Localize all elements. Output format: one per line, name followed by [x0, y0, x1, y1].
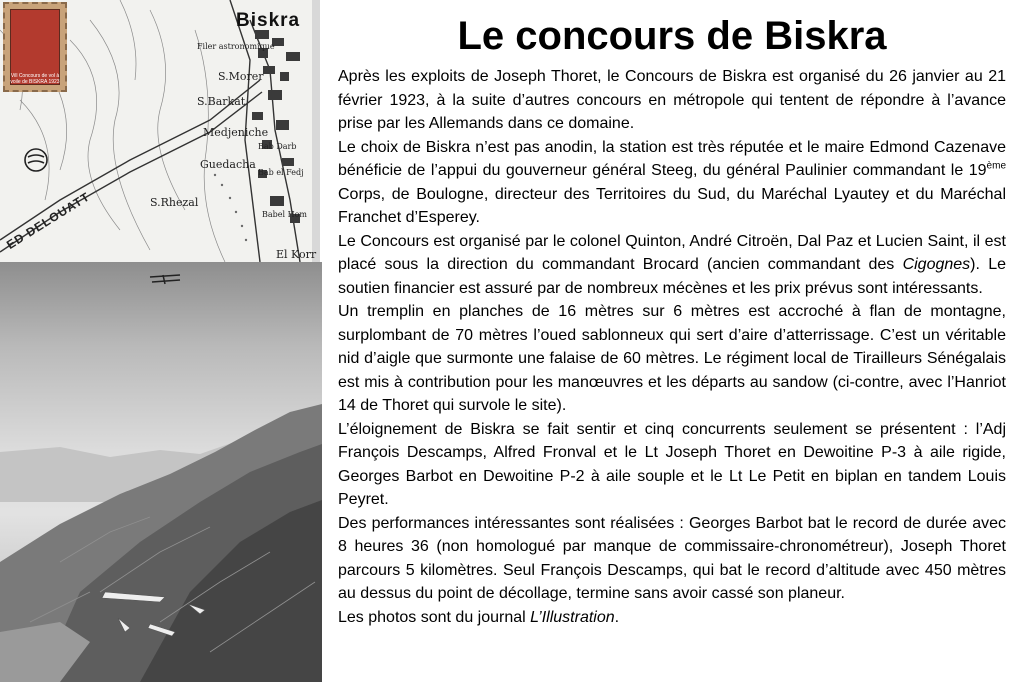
paragraph-photo-credit — [338, 606, 1006, 630]
paragraph-performances: Des performances intéressantes sont réalisées : Georges Barbot bat le record de durée avec 8 heures 36 (non homologué par manque de commissaire-chronométreur), Joseph Thoret parcours 5 kilomètres. Seul François Descamps, qui bat le record d’altitude avec 450 mètres au dessus du point de décollage, termine sans avoir cassé son planeur. — [338, 514, 1006, 602]
italic-journal-name: L’Illustration — [530, 608, 615, 626]
photo-mountain-scene — [0, 262, 322, 682]
map-label-road: ED DELOUATT — [4, 189, 93, 252]
map-image — [0, 0, 320, 262]
map-label-observatory: Filer astronomique — [197, 42, 275, 51]
map-label-place: S.Barkat — [197, 95, 246, 108]
paragraph-text: Le choix de Biskra n’est pas anodin, la station est très réputée et le maire Edmond Cazenave bénéficie de l’appui du gouverneur général Steeg, du général Paulinier commandant le 19 — [338, 138, 1006, 179]
page-title: Le concours de Biskra — [457, 14, 887, 58]
paragraph-concurrents: L’éloignement de Biskra se fait sentir et cinq concurrents seulement se présentent : l’Adj François Descamps, Alfred Fronval et le Lt Joseph Thoret en Dewoitine P-3 à aile rigide, Georges Barbot en Dewoitine P-2 à aile souple et le Lt Le Petit en biplan en tandem Louis Peyret. — [338, 420, 1006, 508]
paragraph-organisation — [338, 230, 1006, 301]
historical-photo — [0, 262, 322, 682]
map-label-place: Babel Hom — [262, 210, 307, 219]
commemorative-stamp — [3, 2, 67, 92]
map-label-city: Biskra — [236, 10, 301, 31]
italic-cigognes: Cigognes — [902, 256, 971, 273]
paragraph-text: Les photos sont du journal — [338, 608, 531, 626]
paragraph-tremplin: Un tremplin en planches de 16 mètres sur 6 mètres est accroché à flan de montagne, surplombant de 70 mètres l’oued sablonneux qui sert d’aire d’atterrissage. C’est un véritable nid d’aigle que surmonte une falaise de 60 mètres. Le régiment local de Tirailleurs Sénégalais est mis à contribution pour les manœuvres et les départs au sandow (ci-contre, avec l’Hanriot 14 de Thoret qui survole le site). — [338, 303, 1006, 414]
paragraph-text: ). Le soutien financier est assuré par de nombreux mécènes et les prix prévus sont intéressants. — [338, 256, 1006, 297]
paragraph-text: Le Concours est organisé par le colonel Quinton, André Citroën, Dal Paz et Lucien Saint, il est placé sous la direction du commandant Brocard (ancien commandant des — [338, 232, 1006, 273]
map-label-place: El Korr — [276, 248, 317, 261]
map-label-place: Guedacha — [200, 158, 256, 171]
map-label-place: Bab el Fedj — [258, 168, 304, 177]
map-label-place: Medjeniche — [203, 126, 269, 139]
paragraph-intro: Après les exploits de Joseph Thoret, le Concours de Biskra est organisé du 26 janvier au 21 février 1923, à la suite d’autres concours en métropole qui tentent de répondre à l’avance prise par les Allemands dans ce domaine. — [338, 68, 1006, 132]
map-label-place: S.Morer — [218, 70, 264, 83]
article — [338, 10, 1006, 629]
map-label-place: S.Rhezal — [150, 196, 199, 209]
paragraph-text: . — [614, 608, 620, 626]
map-label-place: Bab Darb — [258, 142, 297, 151]
ordinal-superscript: ème — [986, 160, 1006, 172]
stamp-text: Vill Concours de vol à voile de BISKRA 1923 — [10, 73, 60, 85]
paragraph-choice — [338, 136, 1006, 230]
paragraph-text: Corps, de Boulogne, directeur des Territoires du Sud, du Maréchal Lyautey et du Maréchal Franchet d’Esperey. — [338, 185, 1006, 226]
